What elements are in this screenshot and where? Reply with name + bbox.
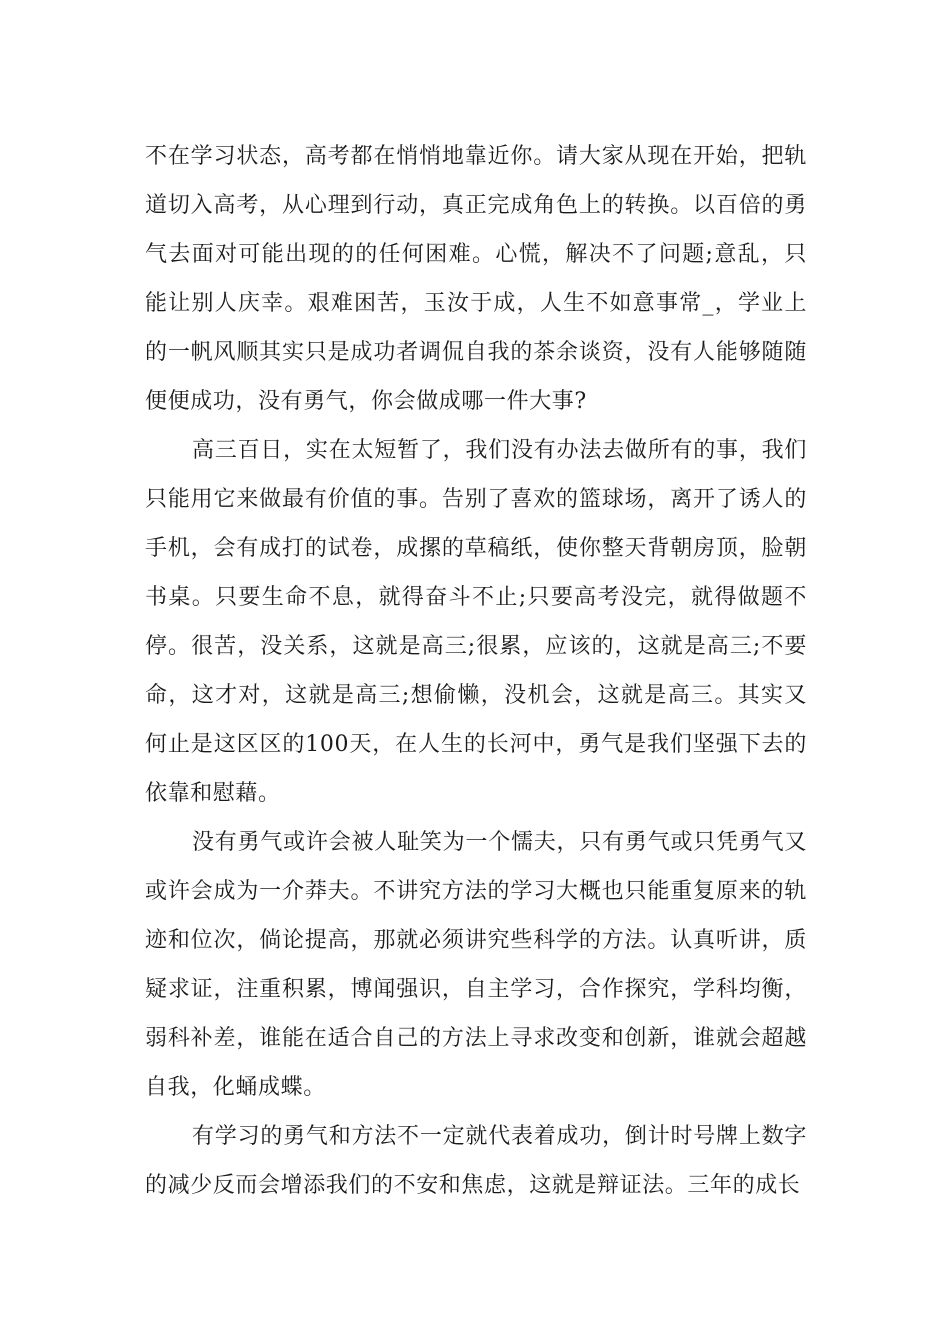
body-text: [145, 132, 807, 1210]
paragraph-2: 高三百日，实在太短暂了，我们没有办法去做所有的事，我们只能用它来做最有价值的事。告别了喜欢的篮球场，离开了诱人的手机，会有成打的试卷，成摞的草稿纸，使你整天背朝房顶，脸朝书桌。只要生命不息，就得奋斗不止;只要高考没完，就得做题不停。很苦，没关系，这就是高三;很累，应该的，这就是高三;不要命，这才对，这就是高三;想偷懒，没机会，这就是高三。其实又何止是这区区的100天，在人生的长河中，勇气是我们坚强下去的依靠和慰藉。: [145, 438, 807, 806]
paragraph-3: 没有勇气或许会被人耻笑为一个懦夫，只有勇气或只凭勇气又或许会成为一介莽夫。不讲究方法的学习大概也只能重复原来的轨迹和位次，倘论提高，那就必须讲究些科学的方法。认真听讲，质疑求证，注重积累，博闻强识，自主学习，合作探究，学科均衡，弱科补差，谁能在适合自己的方法上寻求改变和创新，谁就会超越自我，化蛹成蝶。: [145, 830, 807, 1100]
paragraph-1: 不在学习状态，高考都在悄悄地靠近你。请大家从现在开始，把轨道切入高考，从心理到行动，真正完成角色上的转换。以百倍的勇气去面对可能出现的的任何困难。心慌，解决不了问题;意乱，只能让别人庆幸。艰难困苦，玉汝于成，人生不如意事常_，学业上的一帆风顺其实只是成功者调侃自我的茶余谈资，没有人能够随随便便成功，没有勇气，你会做成哪一件大事?: [145, 144, 807, 414]
paragraph-4: 有学习的勇气和方法不一定就代表着成功，倒计时号牌上数字的减少反而会增添我们的不安和焦虑，这就是辩证法。三年的成长: [145, 1124, 807, 1198]
